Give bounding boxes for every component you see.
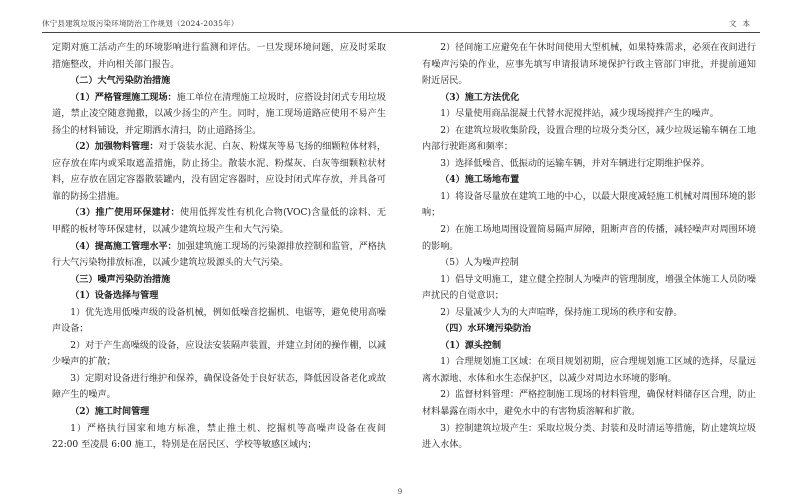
noise-sub-1-title: （1）设备选择与管理 [70, 290, 159, 302]
heading-water-pollution: （四）水环境污染防治 [440, 323, 532, 335]
noise-sub-4-a: 1）将设备尽量放在建筑工地的中心，以最大限度减轻施工机械对周围环境的影响； [422, 191, 756, 219]
air-item-3-body: 使用低挥发性有机化合物(VOC)含量低的涂料、无甲醛的板材等环保建材，以减少建筑垃圾产生和大气污染。 [52, 208, 386, 236]
page-number: 9 [397, 488, 403, 496]
page-header [42, 14, 760, 33]
left-column [52, 40, 386, 454]
noise-sub-2-title: （2）施工时间管理 [70, 406, 150, 418]
noise-sub-1-c: 3）定期对设备进行维护和保养，确保设备处于良好状态，降低因设备老化或故障产生的噪声。 [52, 373, 386, 401]
noise-sub-3-a: 1）尽量使用商品混凝土代替水泥搅拌站，减少现场搅拌产生的噪声。 [440, 109, 719, 120]
air-item-1-body: 施工单位在清理施工垃圾时，应搭设封闭式专用垃圾道，禁止凌空随意抛撒，以减少扬尘的产生。同时，施工现场道路应使用不易产生扬尘的材料铺设，并定期洒水清扫，防止道路扬尘。 [52, 92, 386, 136]
water-sub-1-a: 1）合理规划施工区域：在项目规划初期，应合理规划施工区域的选择，尽量远离水源地、水体和水生态保护区，以减少对周边水环境的影响。 [422, 357, 756, 384]
noise-sub-3-title: （3）施工方法优化 [440, 91, 520, 103]
noise-sub-2-b: 2）径间施工应避免在午休时间使用大型机械，如果特殊需求，必须在夜间进行有噪声污染的作业，应事先填写申请报请环境保护行政主管部门审批，并提前通知附近居民。 [422, 43, 756, 87]
noise-sub-2-a: 1）严格执行国家和地方标准，禁止推土机、挖掘机等高噪声设备在夜间 22:00 至凌晨 6:00 施工，特别是在居民区、学校等敏感区域内； [52, 423, 386, 451]
intro-paragraph: 定期对施工活动产生的环境影响进行监测和评估。一旦发现环境问题，应及时采取措施整改，并向相关部门报告。 [52, 43, 386, 70]
heading-air-pollution: （二）大气污染防治措施 [70, 75, 171, 87]
air-item-4-body: 加强建筑施工现场的污染源排放控制和监管，严格执行大气污染物排放标准，以减少建筑垃圾源头的大气污染。 [52, 241, 386, 269]
noise-sub-3-b: 2）在建筑垃圾收集阶段，设置合理的垃圾分类分区，减少垃圾运输车辆在工地内部行驶距离和频率； [422, 125, 756, 153]
air-item-1-title: （1）严格管理施工现场： [70, 91, 177, 103]
page-footer [0, 488, 800, 496]
air-item-3-title: （3）推广使用环保建材： [70, 207, 180, 219]
right-column [422, 40, 756, 454]
air-item-4-title: （4）提高施工管理水平： [70, 240, 177, 252]
noise-sub-5-a: 1）倡导文明施工，建立健全控制人为噪声的管理制度，增强全体施工人员防噪声扰民的自觉意识； [422, 274, 756, 302]
noise-sub-3-c: 3）选择低噪音、低振动的运输车辆，并对车辆进行定期维护保养。 [440, 158, 710, 169]
air-item-2-body: 对于袋装水泥、白灰、粉煤灰等易飞扬的细颗粒体材料，应存放在库内或采取遮盖措施，防止扬尘。散装水泥、粉煤灰、白灰等细颗粒状材料，应存放在固定容器散装罐内，没有固定容器时，应设封闭式库存放，并具备可靠的防扬尘措施。 [52, 142, 386, 202]
water-sub-1-b: 2）监督材料管理：严格控制施工现场的材料管理，确保材料储存区合理，防止材料暴露在雨水中，避免水中的有害物质溶解和扩散。 [422, 390, 756, 418]
heading-noise-pollution: （三）噪声污染防治措施 [70, 273, 171, 285]
air-item-4 [52, 239, 386, 272]
document-title: 休宁县建筑垃圾污染环境防治工作规划（2024-2035年） [42, 19, 239, 28]
air-item-2-title: （2）加强物料管理： [70, 141, 159, 153]
air-item-1 [52, 90, 386, 140]
noise-sub-4-title: （4）施工场地布置 [440, 174, 520, 186]
water-sub-1-c: 3）控制建筑垃圾产生：采取垃圾分类、封装和及时清运等措施，防止建筑垃圾进入水体。 [422, 423, 756, 451]
noise-sub-4-b: 2）在施工场地周围设置简易隔声屏障，阻断声音的传播，减轻噪声对周围环境的影响。 [422, 225, 756, 252]
section-label: 文本 [729, 19, 756, 28]
noise-sub-5-title: （5）人为噪声控制 [440, 258, 519, 269]
noise-sub-1-a: 1）优先选用低噪声级的设备机械，例如低噪音挖掘机、电锯等，避免使用高噪声设备； [52, 307, 386, 335]
air-item-3 [52, 205, 386, 238]
noise-sub-1-b: 2）对于产生高噪级的设备，应设法安装隔声装置，并建立封闭的操作棚，以减少噪声的扩散； [52, 340, 386, 368]
water-sub-1-title: （1）源头控制 [440, 339, 502, 351]
air-item-2 [52, 139, 386, 205]
noise-sub-5-b: 2）尽量减少人为的大声喧哗，保持施工现场的秩序和安静。 [440, 307, 683, 318]
